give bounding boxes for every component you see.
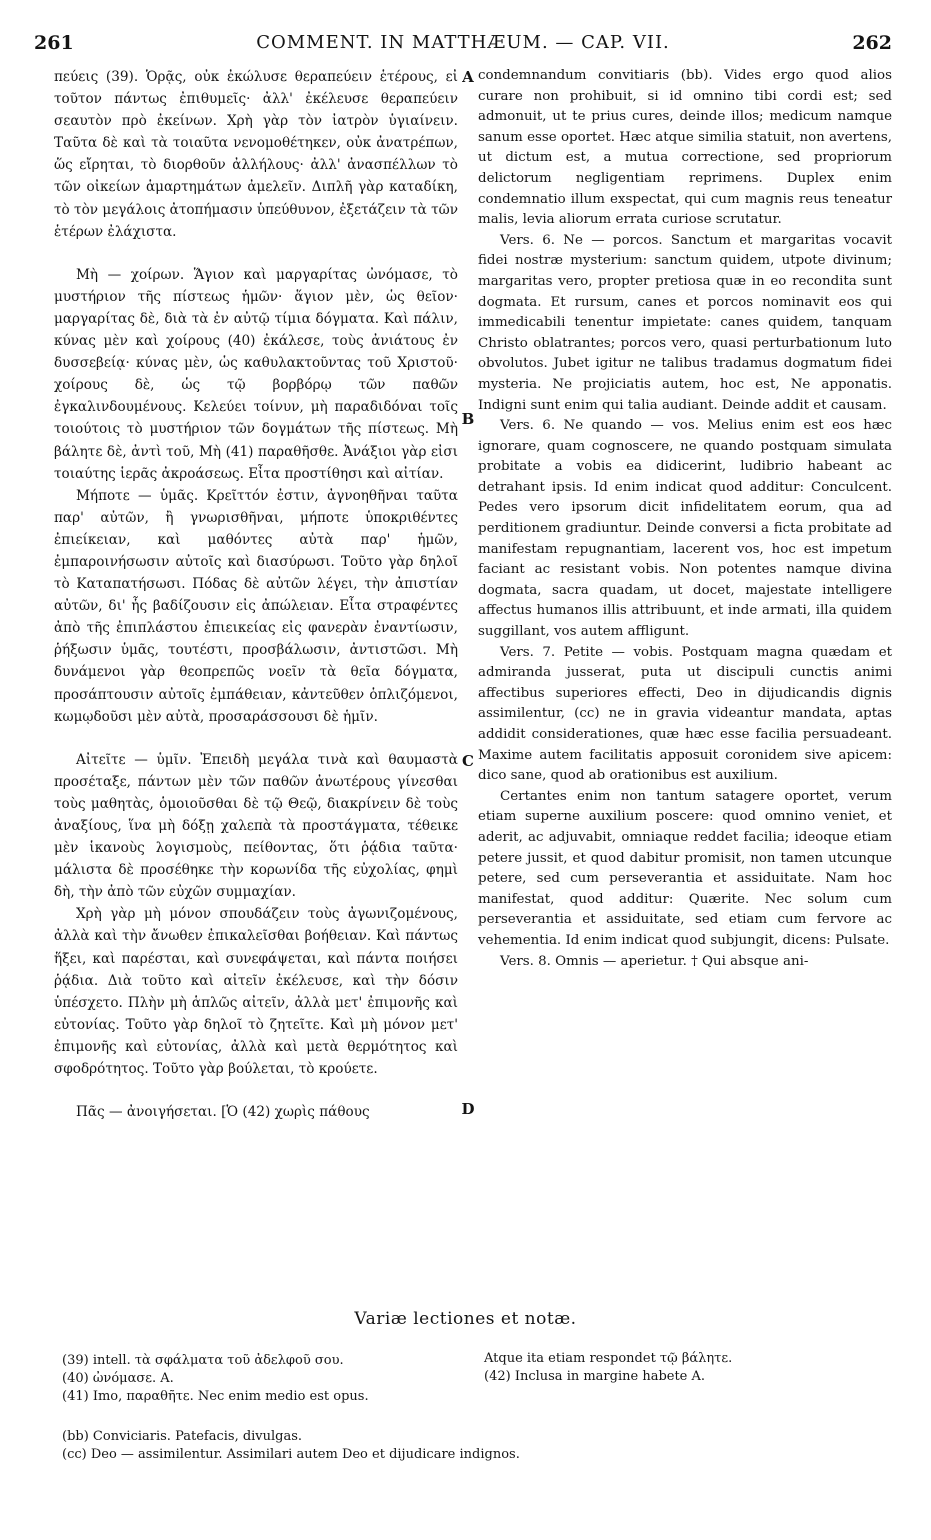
margin-letter-b: B <box>461 410 475 428</box>
latin-paragraph-5: Certantes enim non tantum satagere oportet, verum etiam superne auxilium poscere: quod omnino veniet, et aderit, ac adjuvabit, omniaque reddet facilia; ideoque etiam petere jussit, et quod dabitur promisit, non tamen utcunque petere, sed cum perseverantia et assiduitate. Nam hoc manifestat, quod additur: Quærite. Nec solum cum perseverantia et assiduitate, sed etiam cum fervore ac vehementia. Id enim indicat quod subjungit, dicens: Pulsate. <box>478 788 892 948</box>
greek-paragraph-6: Πᾶς — ἀνοιγήσεται. [Ὁ (42) χωρὶς πάθους <box>76 1104 370 1121</box>
greek-paragraph-4: Αἰτεῖτε — ὑμῖν. Ἐπειδὴ μεγάλα τινὰ καὶ θαυμαστὰ προσέταξε, πάντων μὲν τῶν παθῶν ἀνωτέρους γίνεσθαι τοὺς μαθητὰς, ὁμοιοῦσθαι δὲ τῷ Θεῷ, διακρίνειν δὲ τοὺς ἀναξίους, ἵνα μὴ δόξῃ χαλεπὰ τὰ προστάγματα, τέθεικε μὲν ἱκανοὺς λογισμοὺς, πείθοντας, ὅτι ῥᾴδια ταῦτα· μάλιστα δὲ προσέθηκε τὴν κορωνίδα τῆς εὐχολίας, φημὶ δὴ, τὴν ἀπὸ τῶν εὐχῶν συμμαχίαν. <box>54 751 458 901</box>
note-41-continued: Atque ita etiam respondet τῷ βάλητε. <box>484 1351 733 1366</box>
notes-bottom <box>62 1428 882 1464</box>
page-number-right: 262 <box>852 32 892 54</box>
greek-column <box>54 66 458 1302</box>
notes-right <box>484 1350 884 1386</box>
latin-paragraph-4: Vers. 7. Petite — vobis. Postquam magna quædam et admiranda jusserat, puta ut discipuli cunctis animi affectibus superiores effecti, Deo in dijudicandis dignis assimilentur, (cc) ne in gravia videantur mandata, aptas addidit considerationes, quæ hæc esse facilia persuadeant. Maxime autem facilitatis apposuit coronidem sive apicem: dico sane, quod ab orationibus est auxilium. <box>478 644 892 784</box>
note-39: (39) intell. τὰ σφάλματα τοῦ ἀδελφοῦ σου. <box>62 1353 344 1368</box>
latin-column <box>478 66 892 1302</box>
margin-letter-c: C <box>462 752 474 770</box>
greek-paragraph-3: Μήποτε — ὑμᾶς. Κρεῖττόν ἐστιν, ἀγνοηθῆναι ταῦτα παρ' αὐτῶν, ἢ γνωρισθῆναι, μήποτε ὑποκριθέντες ἐπιείκειαν, καὶ μαθόντες αὐτὰ παρ' ἡμῶν, ἐμπαροινήσωσιν αὐτοῖς καὶ διασύρωσι. Τοῦτο γὰρ δηλοῖ τὸ Καταπατήσωσι. Πόδας δὲ αὐτῶν λέγει, τὴν ἀπιστίαν αὐτῶν, δι' ἧς βαδίζουσιν εἰς ἀπώλειαν. Εἶτα στραφέντες ἀπὸ τῆς ἐπιπλάστου ἐπιεικείας εἰς φανερὰν ἐναντίωσιν, ῥήξωσιν ὑμᾶς, τουτέστι, προσβάλωσιν, ἀντιστῶσι. Μὴ δυνάμενοι γὰρ θεοπρεπῶς νοεῖν τὰ θεῖα δόγματα, προσάπτουσιν αὐτοῖς ἐμπάθειαν, κἀντεῦθεν ὁπλιζόμενοι, κωμῳδοῦσι μὲν αὐτὰ, προσαράσσουσι δὲ ἡμῖν. <box>54 487 458 725</box>
running-title: COMMENT. IN MATTHÆUM. — CAP. VII. <box>256 32 670 53</box>
note-41: (41) Imo, παραθῆτε. Nec enim medio est opus. <box>62 1389 369 1404</box>
latin-paragraph-1: condemnandum convitiaris (bb). Vides ergo quod alios curare non prohibuit, si id omnino tibi cordi est; sed admonuit, ut te prius cures, deinde illos; medicum namque sanum esse oportet. Hæc atque similia statuit, non avertens, ut dictum est, a mutua correctione, sed propriorum delictorum negligentiam reprimens. Duplex enim condemnatio illum exspectat, qui cum magnis reus teneatur malis, levia aliorum errata curiose scrutatur. <box>478 68 892 228</box>
greek-paragraph-1: πεύεις (39). Ὁρᾷς, οὐκ ἐκώλυσε θεραπεύειν ἑτέρους, εἰ τοῦτον πάντως ἐπιθυμεῖς· ἀλλ' ἐκέλευσε θεραπεύειν σεαυτὸν πρὸ ἐκείνων. Χρὴ γὰρ τὸν ἰατρὸν ὑγιαίνειν. Ταῦτα δὲ καὶ τὰ τοιαῦτα νενομοθέτηκεν, οὐκ ἀνατρέπων, ὥς εἴρηται, τὸ διορθοῦν ἀλλήλους· ἀλλ' ἀνασπέλλων τὸ τῶν οἰκείων ἁμαρτημάτων ἀμελεῖν. Διπλῆ γὰρ καταδίκη, τὸ τὸν μεγάλοις ἀτοπήμασιν ὑπεύθυνον, ἐξετάζειν τὰ τῶν ἑτέρων ἐλάχιστα. <box>54 69 458 240</box>
notes-title: Variæ lectiones et notæ. <box>354 1309 577 1329</box>
notes-left <box>62 1352 462 1406</box>
latin-paragraph-6: Vers. 8. Omnis — aperietur. † Qui absque ani- <box>500 953 809 969</box>
note-cc: (cc) Deo — assimilentur. Assimilari autem Deo et dijudicare indignos. <box>62 1447 520 1462</box>
margin-letter-a: A <box>462 68 474 86</box>
greek-paragraph-2: Μὴ — χοίρων. Ἅγιον καὶ μαργαρίτας ὠνόμασε, τὸ μυστήριον τῆς πίστεως ἡμῶν· ἅγιον μὲν, ὡς θεῖον· μαργαρίτας δὲ, διὰ τὰ ἐν αὐτῷ τίμια δόγματα. Καὶ πάλιν, κύνας μὲν καὶ χοίρους (40) ἐκάλεσε, τοὺς ἀνιάτους ἐν δυσσεβείᾳ· κύνας μὲν, ὡς καθυλακτοῦντας τοῦ Χριστοῦ· χοίρους δὲ, ὡς τῷ βορβόρῳ τῶν παθῶν ἐγκαλινδουμένους. Κελεύει τοίνυν, μὴ παραδιδόναι τοῖς τοιούτοις τὸ μυστήριον τῶν δογμάτων τῆς πίστεως. Μὴ βάλητε δὲ, ἀντὶ τοῦ, Μὴ (41) παραθῆσθε. Ἀνάξιοι γὰρ εἰσι τοιαύτης ἱερᾶς ἀκροάσεως. Εἶτα προστίθησι καὶ αἰτίαν. <box>54 266 458 482</box>
latin-paragraph-2: Vers. 6. Ne — porcos. Sanctum et margaritas vocavit fidei nostræ mysterium: sanctum quidem, utpote divinum; margaritas vero, propter pretiosa quæ in eo recondita sunt dogmata. Et rursum, canes et porcos nominavit eos qui immedicabili tenentur impietate: canes quidem, tanquam Christo oblatrantes; porcos vero, quasi perturbationum luto obvolutos. Jubet igitur ne talibus tradamus dogmatum fidei mysteria. Ne projiciatis autem, hoc est, Ne apponatis. Indigni sunt enim qui talia audiant. Deinde addit et causam. <box>478 232 892 413</box>
note-40: (40) ὠνόμασε. A. <box>62 1371 174 1386</box>
margin-letter-d: D <box>461 1100 475 1118</box>
page-number-left: 261 <box>34 32 74 54</box>
running-head <box>34 32 892 58</box>
latin-paragraph-3: Vers. 6. Ne quando — vos. Melius enim est eos hæc ignorare, quam cognoscere, ne quando postquam simulata probitate a vobis ea didicerint, ludibrio habeant ac detrahant ipsis. Id enim indicat quod additur: Conculcent. Pedes vero ipsorum dicit infidelitatem eorum, qua ad perditionem gradiuntur. Deinde conversi a ficta probitate ad manifestam repugnantiam, lacerent vos, hoc est impetum faciant ac resistant vobis. Non potentes namque divina dogmata, sacra quadam, ut docet, majestate intelligere affectus humanos illis attribuunt, et inde armati, illa quidem suggillant, vos autem affligunt. <box>478 418 892 640</box>
note-bb: (bb) Conviciaris. Patefacis, divulgas. <box>62 1429 303 1444</box>
note-42: (42) Inclusa in margine habete A. <box>484 1369 706 1384</box>
greek-paragraph-5: Χρὴ γὰρ μὴ μόνον σπουδάζειν τοὺς ἀγωνιζομένους, ἀλλὰ καὶ τὴν ἄνωθεν ἐπικαλεῖσθαι βοήθειαν. Καὶ πάντως ἥξει, καὶ παρέσται, καὶ συνεφάψεται, καὶ πάντα ποιήσει ῥᾴδια. Διὰ τοῦτο καὶ αἰτεῖν ἐκέλευσε, καὶ τὴν δόσιν ὑπέσχετο. Πλὴν μὴ ἁπλῶς αἰτεῖν, ἀλλὰ μετ' ἐπιμονῆς καὶ εὐτονίας. Τοῦτο γὰρ δηλοῖ τὸ ζητεῖτε. Καὶ μὴ μόνον μετ' ἐπιμονῆς καὶ εὐτονίας, ἀλλὰ καὶ μετὰ θερμότητος καὶ σφοδρότητος. Τοῦτο γὰρ βούλεται, τὸ κρούετε. <box>54 906 458 1078</box>
